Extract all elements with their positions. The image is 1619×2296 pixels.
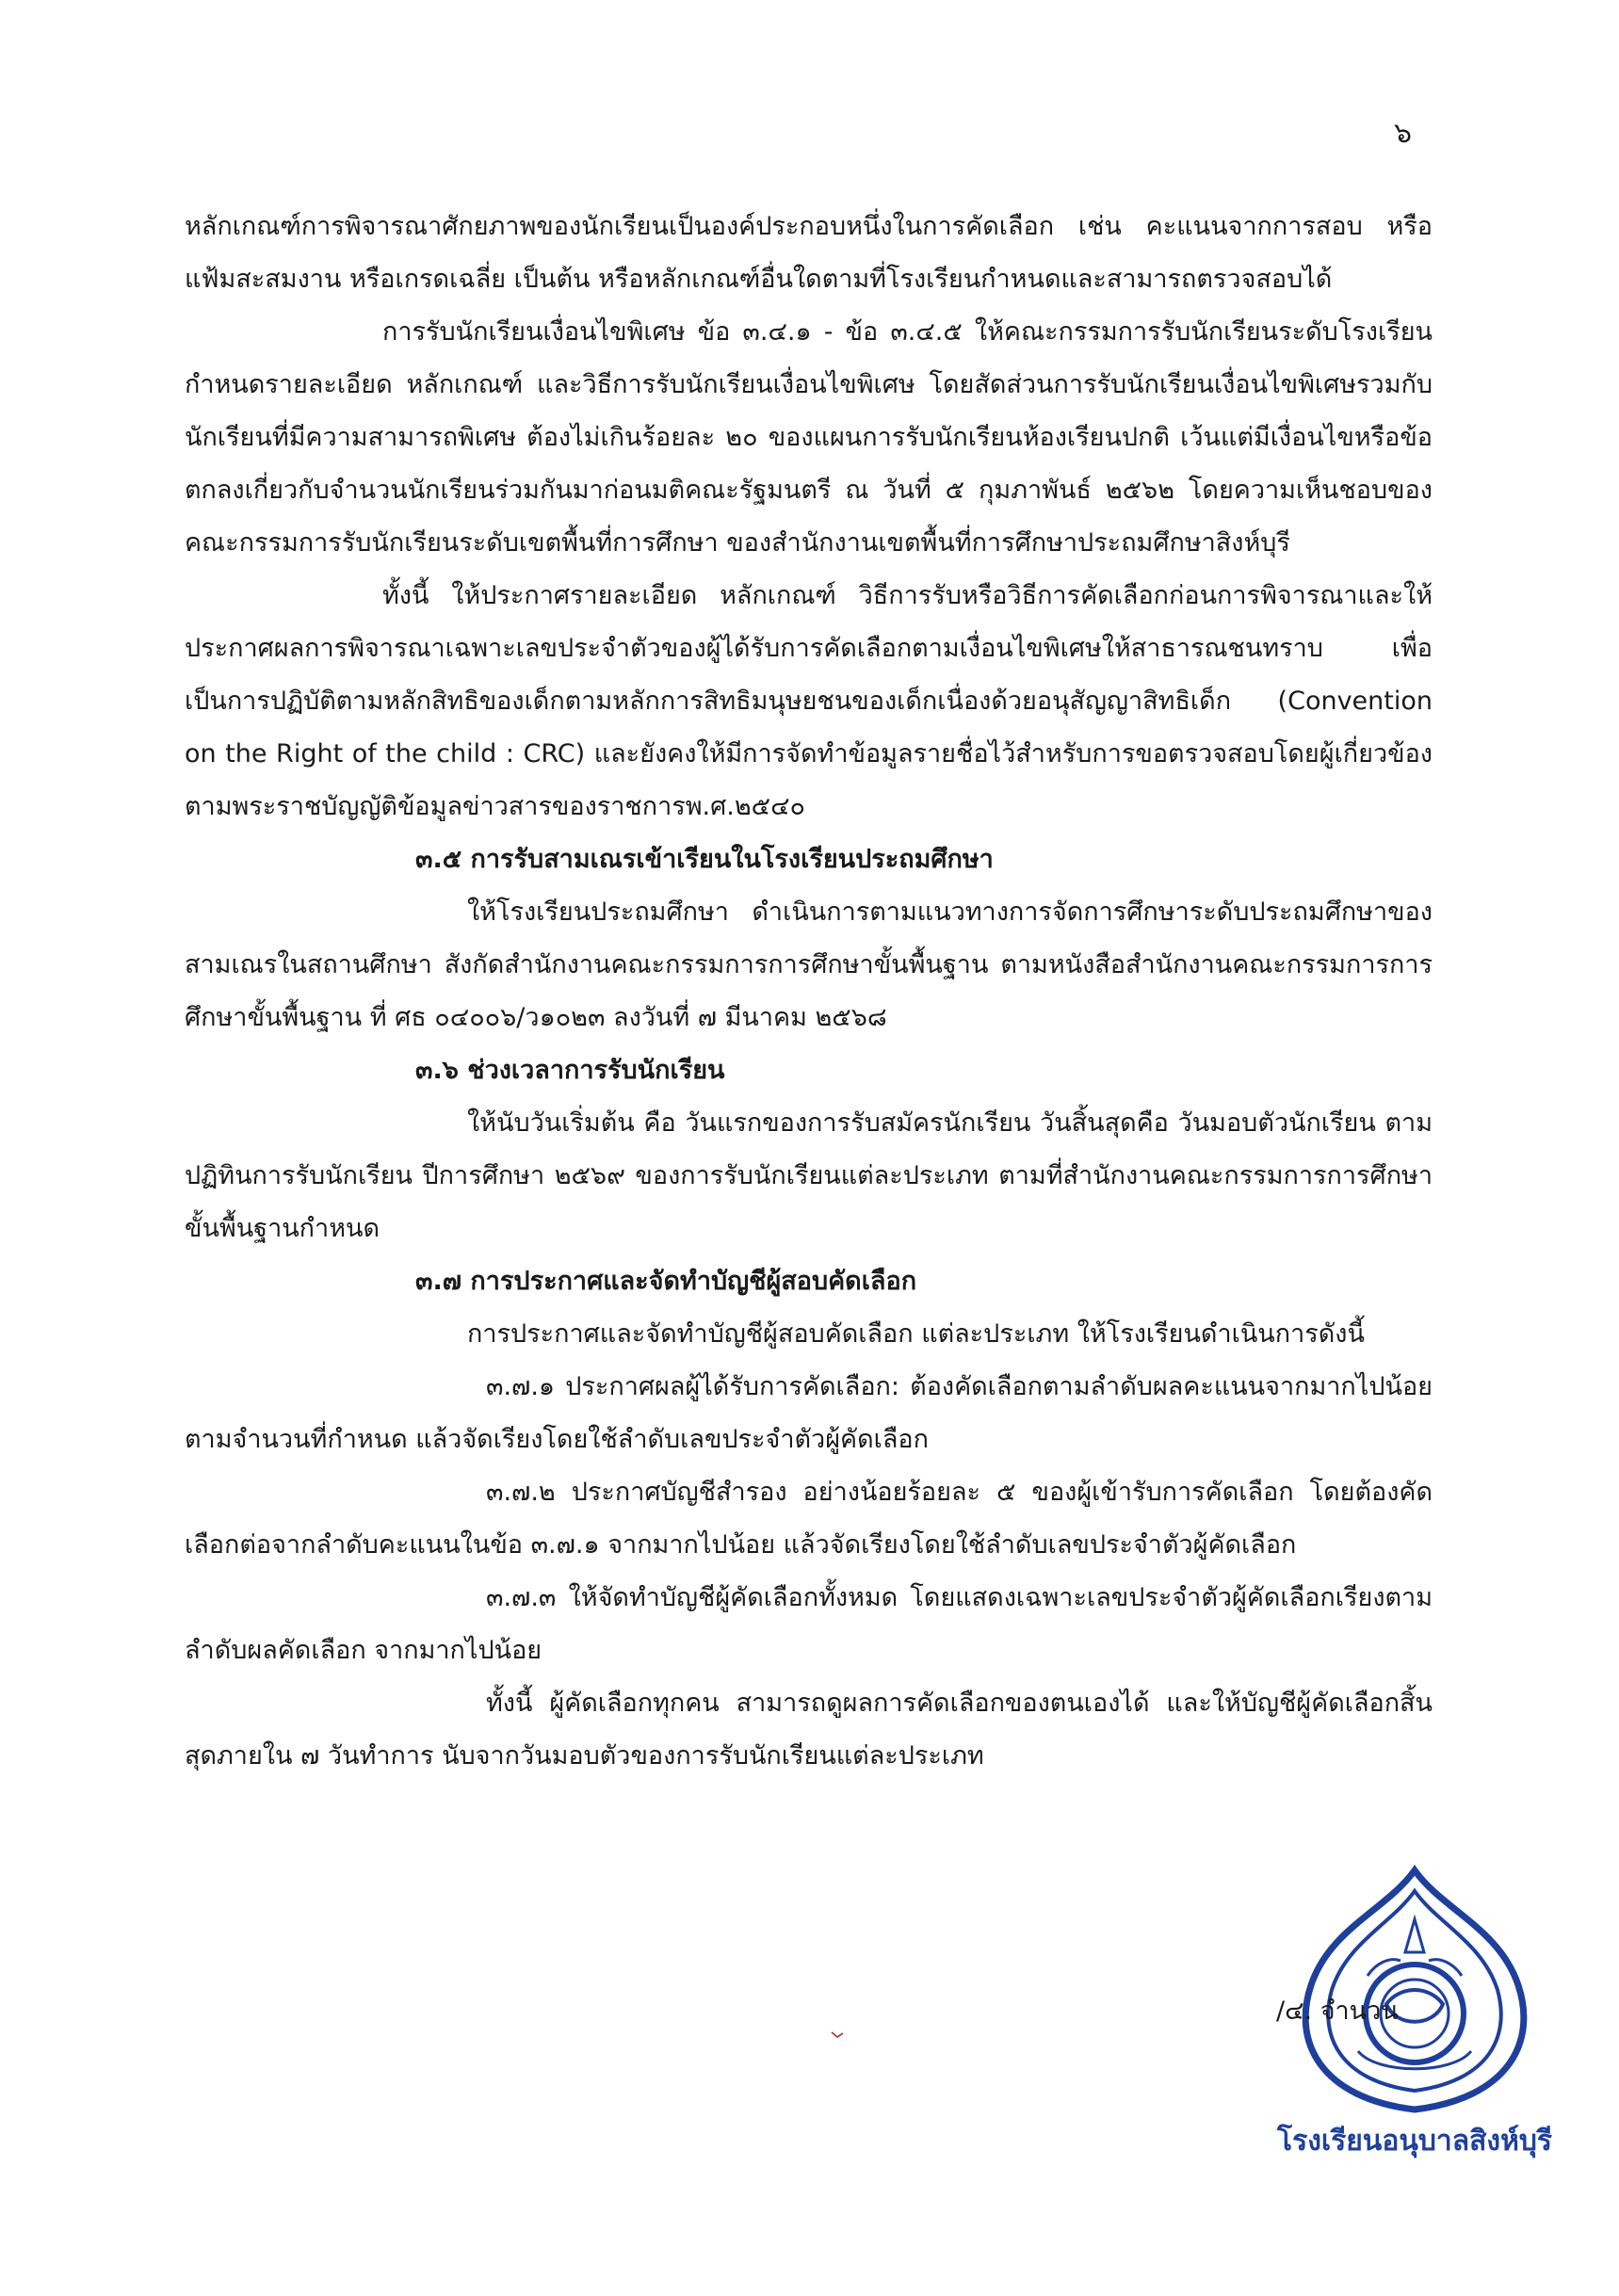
pen-mark: [831, 2030, 844, 2040]
item-3-7-2: ๓.๗.๒ ประกาศบัญชีสำรอง อย่างน้อยร้อยละ ๕ ของผู้เข้ารับการคัดเลือก โดยต้องคัดเลือกต่อจากลำดับคะแนนในข้อ ๓.๗.๑ จากมากไปน้อย แล้วจัดเรียงโดยใช้ลำดับเลขประจำตัวผู้คัดเลือก: [185, 1478, 1433, 1560]
seal-text: โรงเรียนอนุบาลสิงห์บุรี: [1276, 2125, 1553, 2158]
paragraph-special-conditions: การรับนักเรียนเงื่อนไขพิเศษ ข้อ ๓.๔.๑ - ข้อ ๓.๔.๕ ให้คณะกรรมการรับนักเรียนระดับโรงเรียน กำหนดรายละเอียด หลักเกณฑ์ และวิธีการรับนักเรียนเงื่อนไขพิเศษ โดยสัดส่วนการรับนักเรียนเงื่อนไขพิเศษรวมกับนักเรียนที่มีความสามารถพิเศษ ต้องไม่เกินร้อยละ ๒๐ ของแผนการรับนักเรียนห้องเรียนปกติ เว้นแต่มีเงื่อนไขหรือข้อตกลงเกี่ยวกับจำนวนนักเรียนร่วมกันมาก่อนมติคณะรัฐมนตรี ณ วันที่ ๕ กุมภาพันธ์ ๒๕๖๒ โดยความเห็นชอบของคณะกรรมการรับนักเรียนระดับเขตพื้นที่การศึกษา ของสำนักงานเขตพื้นที่การศึกษาประถมศึกษาสิงห์บุรี: [185, 317, 1433, 558]
next-page-reference: /๔. จำนวน: [1276, 1997, 1399, 2026]
heading-3-6: ๓.๖ ช่วงเวลาการรับนักเรียน: [415, 1056, 725, 1085]
paragraph-announcement: ทั้งนี้ ให้ประกาศรายละเอียด หลักเกณฑ์ วิธีการรับหรือวิธีการคัดเลือกก่อนการพิจารณาและให้ประกาศผลการพิจารณาเฉพาะเลขประจำตัวของผู้ได้รับการคัดเลือกตามเงื่อนไขพิเศษให้สาธารณชนทราบ เพื่อเป็นการปฏิบัติตามหลักสิทธิของเด็กตามหลักการสิทธิมนุษยชนของเด็กเนื่องด้วยอนุสัญญาสิทธิเด็ก (Convention on the Right of the child : CRC) และยังคงให้มีการจัดทำข้อมูลรายชื่อไว้สำหรับการขอตรวจสอบโดยผู้เกี่ยวข้อง ตามพระราชบัญญัติข้อมูลข่าวสารของราชการพ.ศ.๒๕๔๐: [185, 581, 1433, 821]
item-3-7-3: ๓.๗.๓ ให้จัดทำบัญชีผู้คัดเลือกทั้งหมด โดยแสดงเฉพาะเลขประจำตัวผู้คัดเลือกเรียงตามลำดับผลคัดเลือก จากมากไปน้อย: [185, 1583, 1433, 1665]
item-3-7-1: ๓.๗.๑ ประกาศผลผู้ได้รับการคัดเลือก: ต้องคัดเลือกตามลำดับผลคะแนนจากมากไปน้อยตามจำนวนที่กำหนด แล้วจัดเรียงโดยใช้ลำดับเลขประจำตัวผู้คัดเลือก: [185, 1372, 1433, 1454]
paragraph-criteria: หลักเกณฑ์การพิจารณาศักยภาพของนักเรียนเป็นองค์ประกอบหนึ่งในการคัดเลือก เช่น คะแนนจากการสอบ หรือแฟ้มสะสมงาน หรือเกรดเฉลี่ย เป็นต้น หรือหลักเกณฑ์อื่นใดตามที่โรงเรียนกำหนดและสามารถตรวจสอบได้: [185, 212, 1433, 294]
paragraph-3-7-intro: การประกาศและจัดทำบัญชีผู้สอบคัดเลือก แต่ละประเภท ให้โรงเรียนดำเนินการดังนี้: [467, 1319, 1365, 1349]
paragraph-3-6: ให้นับวันเริ่มต้น คือ วันแรกของการรับสมัครนักเรียน วันสิ้นสุดคือ วันมอบตัวนักเรียน ตามปฏิทินการรับนักเรียน ปีการศึกษา ๒๕๖๙ ของการรับนักเรียนแต่ละประเภท ตามที่สำนักงานคณะกรรมการการศึกษาขั้นพื้นฐานกำหนด: [185, 1108, 1433, 1243]
document-body: [185, 201, 1433, 1783]
paragraph-3-5: ให้โรงเรียนประถมศึกษา ดำเนินการตามแนวทางการจัดการศึกษาระดับประถมศึกษาของสามเณรในสถานศึกษา สังกัดสำนักงานคณะกรรมการการศึกษาขั้นพื้นฐาน ตามหนังสือสำนักงานคณะกรรมการการศึกษาขั้นพื้นฐาน ที่ ศธ ๐๔๐๐๖/ว๑๐๒๓ ลงวันที่ ๗ มีนาคม ๒๕๖๘: [185, 897, 1433, 1032]
heading-3-5: ๓.๕ การรับสามเณรเข้าเรียนในโรงเรียนประถมศึกษา: [415, 845, 994, 874]
heading-3-7: ๓.๗ การประกาศและจัดทำบัญชีผู้สอบคัดเลือก: [415, 1267, 917, 1296]
page-number: ๖: [1394, 117, 1413, 150]
paragraph-3-7-closing: ทั้งนี้ ผู้คัดเลือกทุกคน สามารถดูผลการคัดเลือกของตนเองได้ และให้บัญชีผู้คัดเลือกสิ้นสุดภายใน ๗ วันทำการ นับจากวันมอบตัวของการรับนักเรียนแต่ละประเภท: [185, 1689, 1433, 1771]
